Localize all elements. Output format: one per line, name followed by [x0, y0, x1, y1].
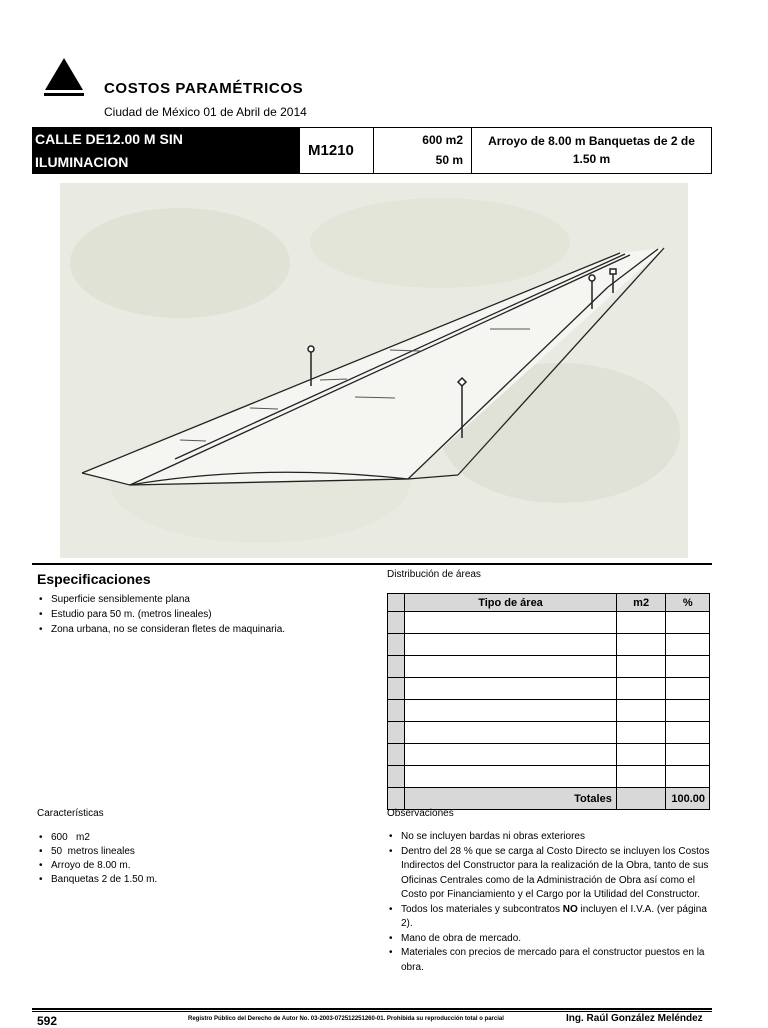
table-row: [388, 744, 710, 766]
list-item: • Superficie sensiblemente plana: [37, 592, 285, 607]
column-header: %: [666, 594, 710, 612]
column-header: m2: [616, 594, 666, 612]
copyright-notice: Registro Público del Derecho de Autor No. 03-2003-072512251260-01. Prohibida su reproducción total o parcial: [188, 1016, 504, 1022]
observations-list: [387, 830, 713, 975]
author-name: Ing. Raúl González Meléndez: [566, 1013, 703, 1024]
page-subtitle: Ciudad de México 01 de Abril de 2014: [104, 105, 307, 119]
area-distribution-table: [387, 593, 710, 810]
table-row: [388, 612, 710, 634]
list-item: • Todos los materiales y subcontratos NO incluyen el I.V.A. (ver página 2).: [387, 903, 713, 932]
summary-code: M1210: [299, 128, 373, 173]
summary-name: CALLE DE12.00 M SIN ILUMINACION: [33, 128, 299, 173]
characteristics-list: [37, 831, 337, 887]
table-row: [388, 634, 710, 656]
distribution-heading: Distribución de áreas: [387, 569, 481, 580]
list-item: • No se incluyen bardas ni obras exteriores: [387, 830, 713, 845]
list-item: • 50 metros lineales: [37, 845, 337, 859]
observations-heading: Observaciones: [387, 808, 454, 819]
list-item: • Materiales con precios de mercado para el constructor puestos en la obra.: [387, 946, 713, 975]
table-row: [388, 700, 710, 722]
table-row: [388, 656, 710, 678]
summary-box: [32, 127, 712, 174]
summary-quantities: 600 m2 50 m: [373, 128, 471, 173]
totals-label: Totales: [405, 788, 617, 810]
footer-divider-thin: [32, 1011, 712, 1012]
list-item: • Mano de obra de mercado.: [387, 932, 713, 947]
characteristics-heading: Características: [37, 808, 104, 819]
list-item: • Arroyo de 8.00 m.: [37, 859, 337, 873]
column-header: Tipo de área: [405, 594, 617, 612]
list-item: • Estudio para 50 m. (metros lineales): [37, 607, 285, 622]
table-row: [388, 766, 710, 788]
page-title: COSTOS PARAMÉTRICOS: [104, 80, 304, 97]
triangle-logo-icon: [42, 56, 86, 98]
totals-percent: 100.00: [666, 788, 710, 810]
section-divider: [32, 563, 712, 565]
specifications-heading: Especificaciones: [37, 571, 151, 587]
totals-m2: [616, 788, 666, 810]
table-row: [388, 678, 710, 700]
page-number: 592: [37, 1014, 58, 1028]
specifications-list: [37, 592, 285, 637]
table-header-row: [388, 594, 710, 612]
footer-divider: [32, 1008, 712, 1010]
list-item: • Dentro del 28 % que se carga al Costo Directo se incluyen los Costos Indirectos del Constructor para la realización de la Obra, tanto de sus Oficinas Centrales como de la Administración de Obra así como el Costo por Financiamiento y el Cargo por la Utilidad del Constructor.: [387, 845, 713, 903]
summary-description: Arroyo de 8.00 m Banquetas de 2 de 1.50 m: [471, 128, 711, 173]
list-item: • Banquetas 2 de 1.50 m.: [37, 873, 337, 887]
street-perspective-drawing: [60, 183, 688, 558]
list-item: • 600 m2: [37, 831, 337, 845]
list-item: • Zona urbana, no se consideran fletes de maquinaria.: [37, 622, 285, 637]
totals-row: [388, 788, 710, 810]
table-row: [388, 722, 710, 744]
